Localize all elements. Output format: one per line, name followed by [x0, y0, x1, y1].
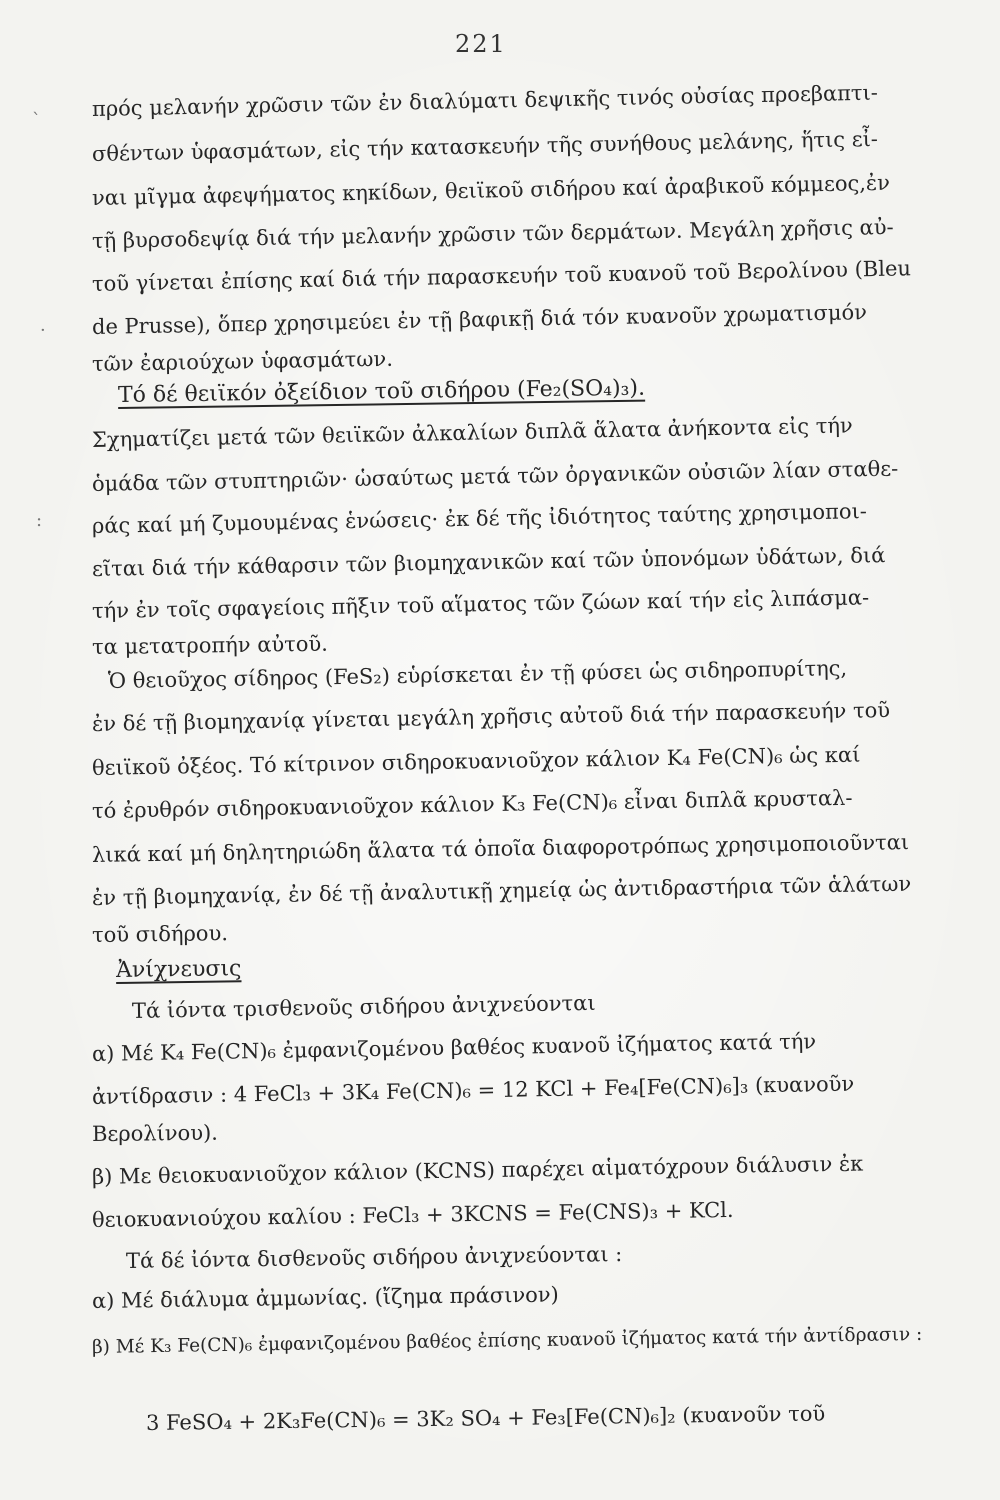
text-line: α) Μέ K₄ Fe(CN)₆ ἐμφανιζομένου βαθέος κυανοῦ ἰζήματος κατά τήν — [91, 1029, 817, 1066]
margin-mark: ` — [32, 110, 41, 131]
text-line: λικά καί μή δηλητηριώδη ἅλατα τά ὁποῖα διαφοροτρόπως χρησιμοποιοῦνται — [91, 830, 910, 867]
section-heading: Τό δέ θειϊκόν ὀξείδιον τοῦ σιδήρου (Fe₂(SO₄)₃). — [117, 375, 646, 408]
page-number: 221 — [455, 30, 507, 58]
text-line: τοῦ σιδήρου. — [91, 921, 229, 947]
text-line: τήν ἐν τοῖς σφαγείοις πῆξιν τοῦ αἵματος τῶν ζώων καί τήν εἰς λιπάσμα- — [91, 585, 870, 623]
text-line: τῶν ἐαριούχων ὑφασμάτων. — [91, 346, 394, 376]
text-line: Βερολίνου). — [91, 1120, 219, 1146]
text-line: ὁμάδα τῶν στυπτηριῶν· ὡσαύτως μετά τῶν ὀργανικῶν οὐσιῶν λίαν σταθε- — [91, 456, 899, 496]
text-line: de Prusse), ὅπερ χρησιμεύει ἐν τῇ βαφικῇ διά τόν κυανοῦν χρωματισμόν — [91, 300, 868, 339]
text-line: θειοκυανιούχου καλίου : FeCl₃ + 3KCNS = Fe(CNS)₃ + KCl. — [91, 1197, 734, 1232]
text-line: Σχηματίζει μετά τῶν θειϊκῶν ἀλκαλίων διπλᾶ ἅλατα ἀνήκοντα εἰς τήν — [91, 413, 853, 452]
text-line: τα μετατροπήν αὐτοῦ. — [91, 631, 329, 659]
text-line: β) Με θειοκυανιοῦχον κάλιον (KCNS) παρέχει αἱματόχρουν διάλυσιν ἐκ — [91, 1151, 864, 1189]
text-line: ράς καί μή ζυμουμένας ἑνώσεις· ἐκ δέ τῆς ἰδιότητος ταύτης χρησιμοποι- — [91, 499, 868, 538]
text-line: πρός μελανήν χρῶσιν τῶν ἐν διαλύματι δεψικῆς τινός οὐσίας προεβαπτι- — [91, 80, 879, 121]
text-line: θειϊκοῦ ὀξέος. Τό κίτρινον σιδηροκυανιοῦχον κάλιον K₄ Fe(CN)₆ ὡς καί — [91, 742, 861, 780]
text-line: τῇ βυρσοδεψίᾳ διά τήν μελανήν χρῶσιν τῶν δερμάτων. Μεγάλη χρῆσις αὐ- — [91, 215, 894, 253]
text-line: Τά ἰόντα τρισθενοῦς σιδήρου ἀνιχνεύονται — [131, 990, 596, 1023]
text-line: α) Μέ διάλυμα ἀμμωνίας. (ἴζημα πράσινον) — [91, 1282, 559, 1313]
text-line: ναι μῖγμα ἀφεψήματος κηκίδων, θειϊκοῦ σιδήρου καί ἀραβικοῦ κόμμεος,ἐν — [91, 170, 891, 210]
text-line: εῖται διά τήν κάθαρσιν τῶν βιομηχανικῶν καί τῶν ὑπονόμων ὑδάτων, διά — [91, 543, 886, 581]
text-line: ἐν δέ τῇ βιομηχανίᾳ γίνεται μεγάλη χρῆσις αὐτοῦ διά τήν παρασκευήν τοῦ — [91, 698, 891, 736]
text-line: τοῦ γίνεται ἐπίσης καί διά τήν παρασκευήν τοῦ κυανοῦ τοῦ Βερολίνου (Bleu — [91, 256, 912, 296]
text-line: ἐν τῇ βιομηχανίᾳ, ἐν δέ τῇ ἀναλυτικῇ χημείᾳ ὡς ἀντιδραστήρια τῶν ἁλάτων — [91, 871, 912, 910]
text-line: Ὁ θειοῦχος σίδηρος (FeS₂) εὑρίσκεται ἐν τῇ φύσει ὡς σιδηροπυρίτης, — [107, 656, 848, 693]
text-line: σθέντων ὑφασμάτων, εἰς τήν κατασκευήν τῆς συνήθους μελάνης, ἥτις εἶ- — [91, 126, 879, 166]
text-line: Τά δέ ἰόντα δισθενοῦς σιδήρου ἀνιχνεύονται : — [125, 1242, 623, 1273]
margin-mark: · — [40, 320, 46, 341]
text-line: τό ἐρυθρόν σιδηροκυανιοῦχον κάλιον K₃ Fe(CN)₆ εἶναι διπλᾶ κρυσταλ- — [91, 785, 853, 823]
margin-mark: : — [36, 510, 43, 531]
section-heading: Ἀνίχνευσις — [115, 956, 242, 983]
text-line: β) Μέ K₃ Fe(CN)₆ ἐμφανιζομένου βαθέος ἐπίσης κυανοῦ ἰζήματος κατά τήν ἀντίδρασιν : — [91, 1323, 923, 1358]
text-line: ἀντίδρασιν : 4 FeCl₃ + 3K₄ Fe(CN)₆ = 12 KCl + Fe₄[Fe(CN)₆]₃ (κυανοῦν — [91, 1071, 855, 1109]
text-line: 3 FeSO₄ + 2K₃Fe(CN)₆ = 3K₂ SO₄ + Fe₃[Fe(CN)₆]₂ (κυανοῦν τοῦ — [145, 1401, 826, 1435]
